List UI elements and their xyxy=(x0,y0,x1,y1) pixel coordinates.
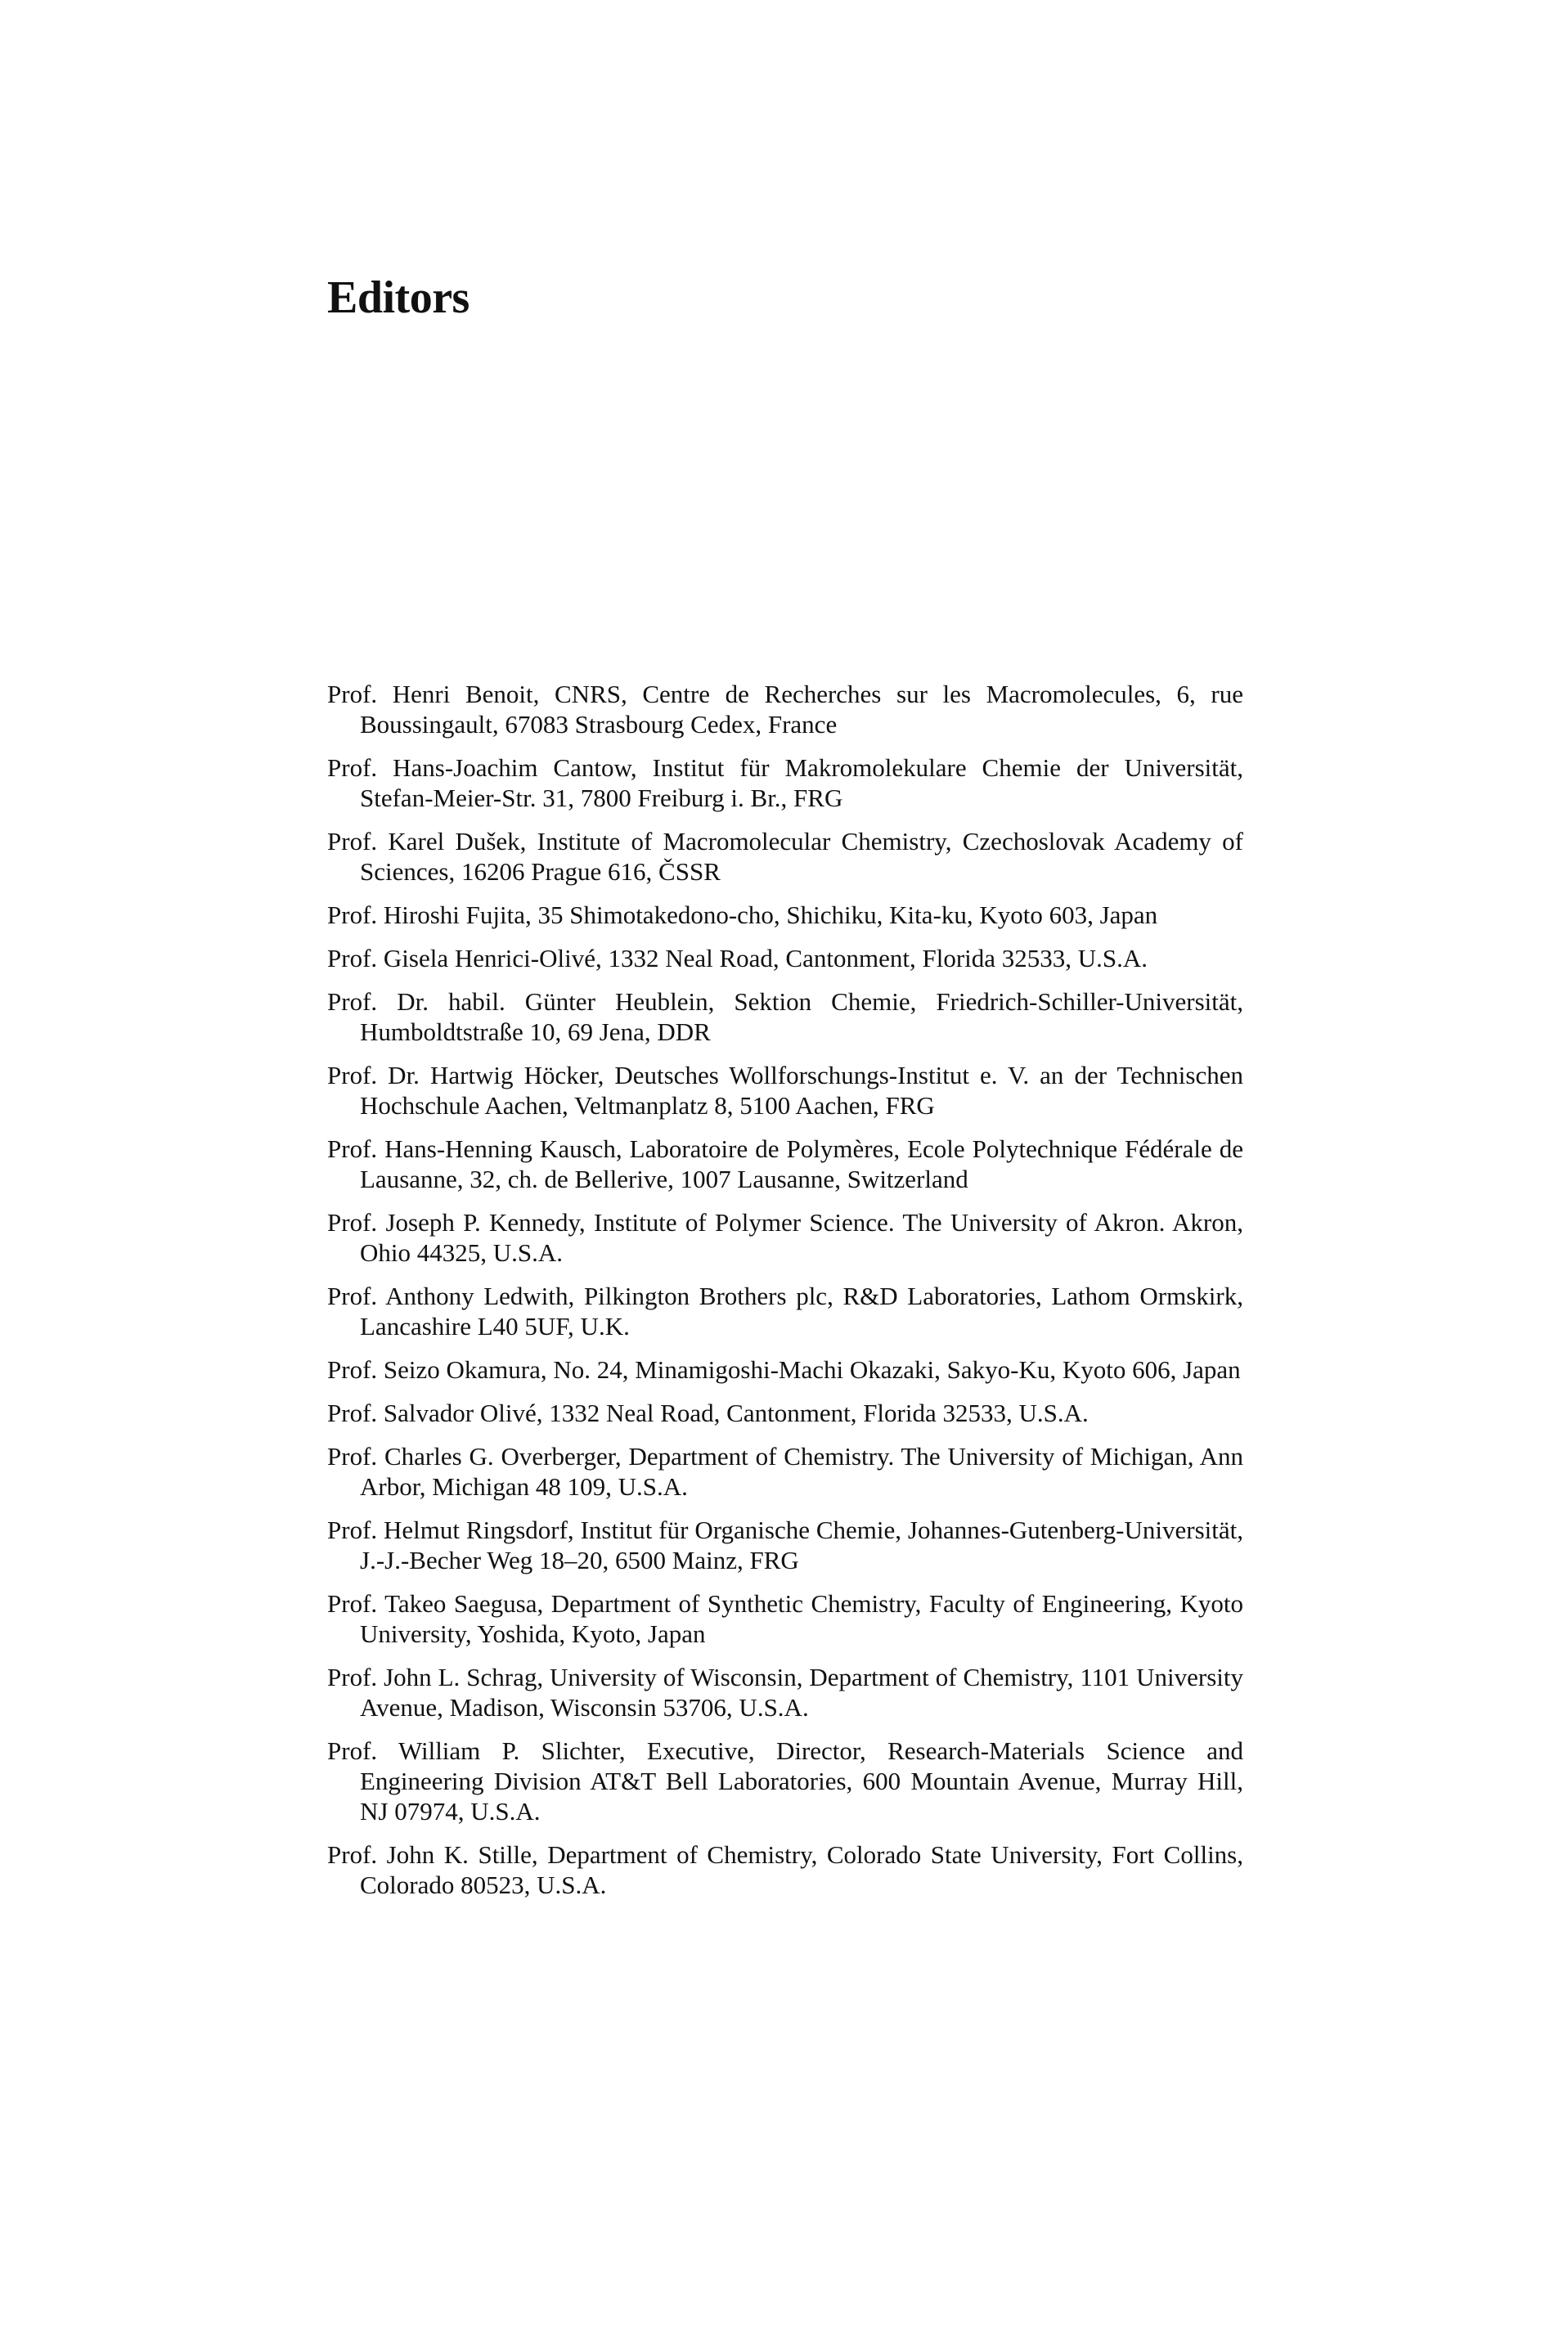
editor-entry-okamura: Prof. Seizo Okamura, No. 24, Minamigoshi-Machi Okazaki, Sakyo-Ku, Kyoto 606, Japan xyxy=(327,1355,1241,1384)
editor-entry-slichter: Prof. William P. Slichter, Executive, Director, Research-Materials Science and Engineering Division AT&T Bell Laboratories, 600 Mountain Avenue, Murray Hill, NJ 07974, U.S.A. xyxy=(327,1736,1243,1826)
editor-entry-fujita: Prof. Hiroshi Fujita, 35 Shimotakedono-cho, Shichiku, Kita-ku, Kyoto 603, Japan xyxy=(327,901,1158,929)
editor-list xyxy=(327,679,1243,1900)
editor-entry-stille: Prof. John K. Stille, Department of Chemistry, Colorado State University, Fort Collins, Colorado 80523, U.S.A. xyxy=(327,1840,1243,1899)
editor-entry-olive: Prof. Salvador Olivé, 1332 Neal Road, Cantonment, Florida 32533, U.S.A. xyxy=(327,1399,1089,1427)
page-title: Editors xyxy=(327,272,470,323)
editor-entry-kausch: Prof. Hans-Henning Kausch, Laboratoire de Polymères, Ecole Polytechnique Fédérale de Lausanne, 32, ch. de Bellerive, 1007 Lausanne, Switzerland xyxy=(327,1134,1243,1193)
editor-entry-hocker: Prof. Dr. Hartwig Höcker, Deutsches Wollforschungs-Institut e. V. an der Technischen Hochschule Aachen, Veltmanplatz 8, 5100 Aachen, FRG xyxy=(327,1061,1243,1120)
editor-entry-heublein: Prof. Dr. habil. Günter Heublein, Sektion Chemie, Friedrich-Schiller-Universität, Humboldtstraße 10, 69 Jena, DDR xyxy=(327,987,1243,1046)
editor-entry-benoit: Prof. Henri Benoit, CNRS, Centre de Recherches sur les Macromolecules, 6, rue Boussingault, 67083 Strasbourg Cedex, France xyxy=(327,680,1243,739)
editor-entry-kennedy: Prof. Joseph P. Kennedy, Institute of Polymer Science. The University of Akron. Akron, Ohio 44325, U.S.A. xyxy=(327,1208,1243,1267)
editor-entry-schrag: Prof. John L. Schrag, University of Wisconsin, Department of Chemistry, 1101 University Avenue, Madison, Wisconsin 53706, U.S.A. xyxy=(327,1663,1243,1722)
editor-entry-dusek: Prof. Karel Dušek, Institute of Macromolecular Chemistry, Czechoslovak Academy of Sciences, 16206 Prague 616, ČSSR xyxy=(327,827,1243,886)
editor-entry-henrici-olive: Prof. Gisela Henrici-Olivé, 1332 Neal Road, Cantonment, Florida 32533, U.S.A. xyxy=(327,944,1148,972)
editor-entry-overberger: Prof. Charles G. Overberger, Department of Chemistry. The University of Michigan, Ann Arbor, Michigan 48 109, U.S.A. xyxy=(327,1442,1243,1501)
editor-entry-saegusa: Prof. Takeo Saegusa, Department of Synthetic Chemistry, Faculty of Engineering, Kyoto University, Yoshida, Kyoto, Japan xyxy=(327,1589,1243,1648)
editor-entry-ledwith: Prof. Anthony Ledwith, Pilkington Brothers plc, R&D Laboratories, Lathom Ormskirk, Lancashire L40 5UF, U.K. xyxy=(327,1282,1243,1341)
editor-entry-ringsdorf: Prof. Helmut Ringsdorf, Institut für Organische Chemie, Johannes-Gutenberg-Universität, J.-J.-Becher Weg 18–20, 6500 Mainz, FRG xyxy=(327,1516,1243,1574)
editor-entry-cantow: Prof. Hans-Joachim Cantow, Institut für Makromolekulare Chemie der Universität, Stefan-Meier-Str. 31, 7800 Freiburg i. Br., FRG xyxy=(327,753,1243,812)
